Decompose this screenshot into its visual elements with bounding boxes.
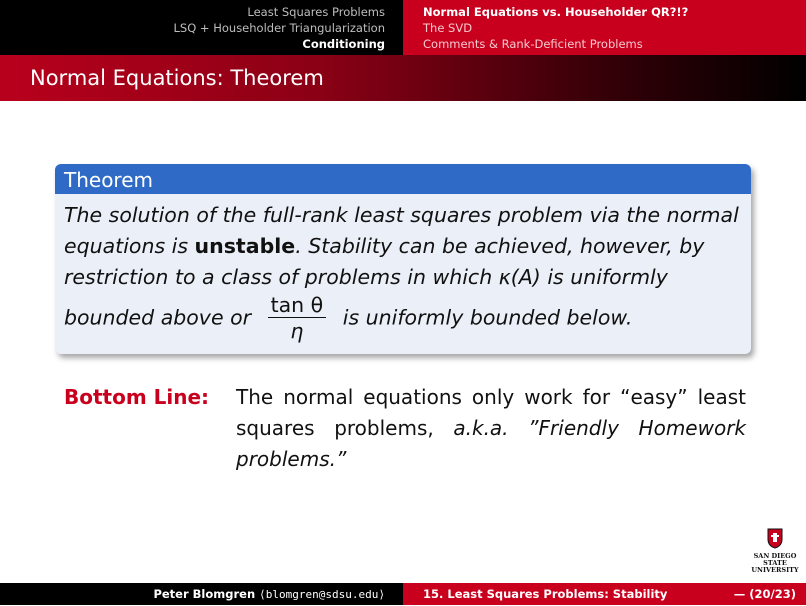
footer-section-block bbox=[403, 583, 806, 605]
nav-item-least-squares[interactable]: Least Squares Problems bbox=[247, 5, 385, 19]
nav-item-normal-equations[interactable]: Normal Equations vs. Householder QR?!? bbox=[423, 5, 689, 19]
nav-subsection-list bbox=[403, 0, 806, 55]
theorem-text-part3: is uniformly bounded below. bbox=[342, 305, 633, 330]
fraction-tan-theta-over-eta bbox=[268, 293, 327, 344]
footer-email: ⟨blomgren@sdsu.edu⟩ bbox=[259, 588, 385, 601]
bottom-line bbox=[64, 382, 746, 475]
nav-item-rank-deficient[interactable]: Comments & Rank-Deficient Problems bbox=[423, 37, 643, 51]
bottom-line-text bbox=[236, 382, 746, 475]
university-logo bbox=[745, 527, 805, 574]
nav-item-lsq-householder[interactable]: LSQ + Householder Triangularization bbox=[173, 21, 385, 35]
fraction-numerator: tan θ bbox=[268, 293, 327, 318]
sdsu-seal-icon bbox=[766, 527, 784, 549]
logo-line2: UNIVERSITY bbox=[751, 566, 799, 574]
footer-page-number: — (20/23) bbox=[733, 587, 796, 601]
nav-item-conditioning[interactable]: Conditioning bbox=[302, 37, 385, 51]
theorem-block bbox=[55, 164, 751, 354]
footer-section-title: 15. Least Squares Problems: Stability bbox=[423, 587, 668, 601]
nav-item-svd[interactable]: The SVD bbox=[423, 21, 473, 35]
bottom-line-text-part1: The normal equations only work for “easy” least squares problems, bbox=[236, 385, 746, 440]
bottom-line-label: Bottom Line: bbox=[64, 385, 210, 409]
footer-author: Peter Blomgren bbox=[153, 587, 256, 601]
footer-author-block bbox=[0, 583, 403, 605]
logo-line1: SAN DIEGO STATE bbox=[753, 552, 797, 567]
theorem-heading: Theorem bbox=[55, 164, 751, 194]
frame-title: Normal Equations: Theorem bbox=[0, 55, 806, 101]
footer bbox=[0, 583, 806, 605]
fraction-denominator: η bbox=[290, 319, 304, 343]
bottom-line-aka: a.k.a. bbox=[453, 416, 509, 440]
bottom-line-quote: ”Friendly Homework problems.” bbox=[236, 416, 746, 471]
theorem-bold-word: unstable bbox=[194, 234, 296, 258]
theorem-body bbox=[55, 194, 751, 354]
theorem-text-part2: . Stability can be achieved, however, by restriction to a class of problems in which κ(A) is uniformly bounded above or bbox=[64, 234, 705, 330]
theorem-text-part1: The solution of the full-rank least squares problem via the normal equations is bbox=[64, 203, 739, 258]
navigation-bar bbox=[0, 0, 806, 55]
nav-section-list bbox=[0, 0, 403, 55]
